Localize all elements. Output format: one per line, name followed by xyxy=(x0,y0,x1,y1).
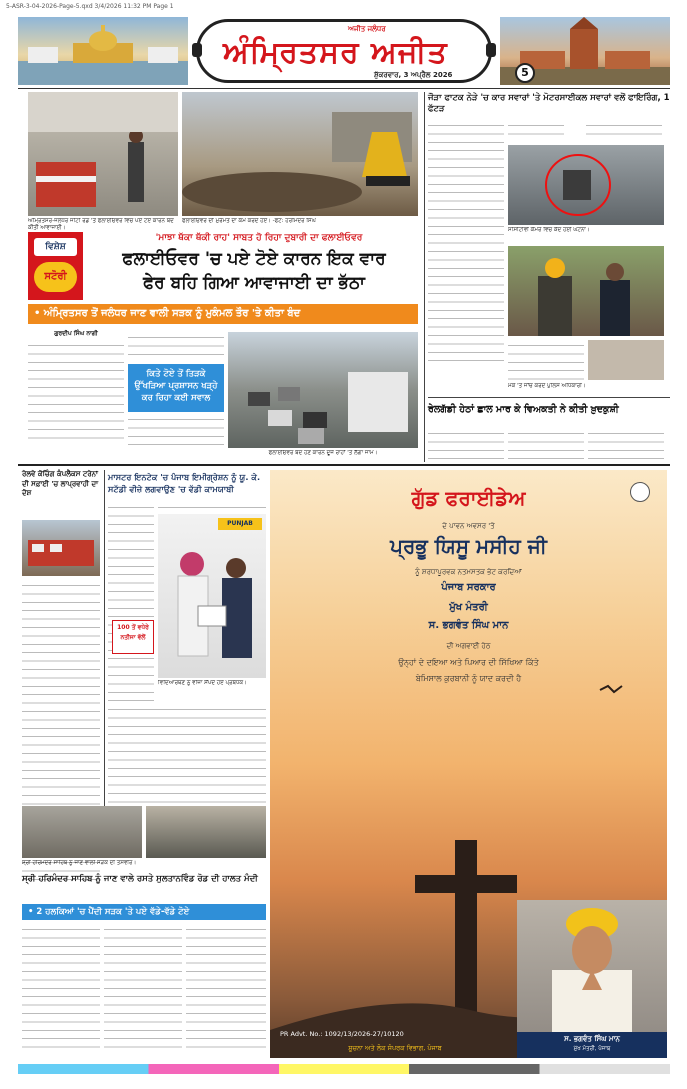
flyover-pullquote: ਕਿਤੇ ਟੋਏ ਤੋਂ ਤਿੜਕੇ ਉੱਖੜਿਆ ਪ੍ਰਸ਼ਾਸਨ ਖੜ੍ਹੇ ਕਰ ਰਿਹਾ ਕਈ ਸਵਾਲ xyxy=(128,364,224,412)
award-photo-caption: ਵਿਦਿਆਰਥਣ ਨੂੰ ਵੀਜ਼ਾ ਸੌਂਪਦੇ ਹੋਏ ਪ੍ਰਬੰਧਕ। xyxy=(158,680,247,686)
rail-headline: ਰੇਲਵੇ ਕੋਚਿੰਗ ਕੰਪਲੈਕਸ ਟਰੇਨਾਂ ਦੀ ਸਫ਼ਾਈ 'ਚ ਲਾਪ੍ਰਵਾਹੀ ਦਾ ਦੋਸ਼ xyxy=(22,470,99,497)
cm-photo-name: ਸ. ਭਗਵੰਤ ਸਿੰਘ ਮਾਨ xyxy=(564,1035,620,1043)
badge-bottom: ਸਟੋਰੀ xyxy=(34,262,77,292)
golden-temple-image xyxy=(18,17,188,85)
road-text-col-2 xyxy=(104,924,182,1054)
issue-date: ਸ਼ੁੱਕਰਵਾਰ, 3 ਅਪ੍ਰੈਲ 2026 xyxy=(374,71,453,79)
flyover-headline-1: ਫਲਾਈਓਵਰ 'ਚ ਪਏ ਟੋਏ ਕਾਰਨ ਇਕ ਵਾਰ xyxy=(122,249,386,269)
award-text-col-2 xyxy=(158,502,266,512)
ad-govt: ਪੰਜਾਬ ਸਰਕਾਰ xyxy=(441,582,496,593)
road-photo-2 xyxy=(146,806,266,858)
cctv-caption: ਸੀਸੀਟੀਵੀ ਕੈਮਰੇ ਵਿਚ ਕੈਦ ਹੋਈ ਘਟਨਾ। xyxy=(508,227,590,233)
flyover-text-col-2b xyxy=(128,414,224,446)
flyover-repair-photo xyxy=(182,92,418,216)
ad-cm-title: ਮੁੱਖ ਮੰਤਰੀ xyxy=(449,602,488,613)
ad-name: ਪ੍ਰਭੂ ਯਿਸੂ ਮਸੀਹ ਜੀ xyxy=(390,534,547,558)
flyover-kicker: 'ਮਾਝਾ ਥੱਕਾ ਥੱਕੀ ਰਾਹ' ਸਾਬਤ ਹੋ ਰਿਹਾ ਦੁਬਾਰੀ ਦਾ ਫਲਾਈਓਵਰ xyxy=(155,233,363,243)
inset-photo xyxy=(588,340,664,380)
traffic-caption: ਫਲਾਈਓਵਰ ਬੰਦ ਹੋਣ ਕਾਰਨ ਦੂਜੇ ਰਾਹਾਂ 'ਤੇ ਲੱਗਾ ਜਾਮ। xyxy=(268,450,378,456)
cm-nameplate xyxy=(517,1032,667,1058)
edition-label: ਅਜੀਤ ਜਲੰਧਰ xyxy=(348,25,386,33)
print-slug: 5-ASR-3-04-2026-Page-5.qxd 3/4/2026 11:32 PM Page 1 xyxy=(6,3,174,10)
police-caption: ਮੌਕੇ 'ਤੇ ਜਾਂਚ ਕਰਦੇ ਪੁਲਿਸ ਅਧਿਕਾਰੀ। xyxy=(508,383,586,389)
suicide-text-3 xyxy=(588,428,664,462)
masthead xyxy=(18,17,670,85)
flyover-headline-2: ਫੇਰ ਬਹਿ ਗਿਆ ਆਵਾਜਾਈ ਦਾ ਭੱਠਾ xyxy=(143,273,365,293)
traffic-jam-photo xyxy=(228,332,418,448)
award-text-bottom xyxy=(108,704,266,804)
road-text-col-1 xyxy=(22,924,100,1054)
flyover-photo-caption-left: ਅੰਮ੍ਰਿਤਸਰ-ਜਲੰਧਰ ਜੀਟੀ ਰੋਡ 'ਤੇ ਫਲਾਈਓਵਰ ਵਿਚ ਪਏ ਟੋਏ ਕਾਰਨ ਬੰਦ ਕੀਤੀ ਆਵਾਜਾਈ। xyxy=(28,218,174,231)
flyover-byline: ਗੁਰਦੀਪ ਸਿੰਘ ਨਾਗੀ xyxy=(54,330,98,337)
award-headline-1: ਮਾਸਟਰ ਇਨਟੇਕ 'ਚ ਪੰਜਾਬ ਇਮੀਗ੍ਰੇਸ਼ਨ ਨੂੰ ਯੂ. ਕੇ. xyxy=(108,472,261,482)
award-photo xyxy=(158,514,266,678)
award-brand: PUNJAB xyxy=(218,518,262,530)
award-text-col-1 xyxy=(108,502,154,702)
award-headline-2: ਸਟੱਡੀ ਵੀਜ਼ੇ ਲਗਵਾਉਣ 'ਚ ਵੱਡੀ ਕਾਮਯਾਬੀ xyxy=(108,484,234,494)
road-photo-1 xyxy=(22,806,142,858)
page-number: 5 xyxy=(515,63,535,83)
newspaper-title: ਅੰਮ੍ਰਿਤਸਰ ਅਜੀਤ xyxy=(223,35,448,70)
suicide-headline: ਰੇਲਗੱਡੀ ਹੇਠਾਂ ਛਾਲ ਮਾਰ ਕੇ ਵਿਅਕਤੀ ਨੇ ਕੀਤੀ ਖ਼ੁਦਕੁਸ਼ੀ xyxy=(428,404,619,415)
firing-headline: ਜੌੜਾ ਫਾਟਕ ਨੇੜੇ 'ਚ ਕਾਰ ਸਵਾਰਾਂ 'ਤੇ ਮੋਟਰਸਾਈਕਲ ਸਵਾਰਾਂ ਵਲੋਂ ਫਾਇਰਿੰਗ, 1 ਫੱਟੜ xyxy=(428,93,670,114)
police-photo xyxy=(508,246,664,336)
ad-title: ਗੁੱਡ ਫਰਾਈਡੇਅ xyxy=(411,486,526,510)
cctv-photo xyxy=(508,145,664,225)
firing-text-col-1 xyxy=(428,120,504,368)
ad-line3: ਦੀ ਅਗਵਾਈ ਹੇਠ xyxy=(446,642,491,650)
suicide-text-1 xyxy=(428,428,504,462)
golden-temple-icon xyxy=(18,17,188,85)
special-story-badge xyxy=(28,232,83,300)
road-headline: ਸ੍ਰੀ ਹਰਿਮੰਦਰ ਸਾਹਿਬ ਨੂੰ ਜਾਣ ਵਾਲੇ ਰਸਤੇ ਸੁਲਤਾਨਵਿੰਡ ਰੋਡ ਦੀ ਹਾਲਤ ਮੰਦੀ xyxy=(22,874,258,884)
police-inset-text xyxy=(508,340,584,380)
ad-line4: ਉਨ੍ਹਾਂ ਦੇ ਦਇਆ ਅਤੇ ਪਿਆਰ ਦੀ ਸਿੱਖਿਆ ਕਿੱਤੇ xyxy=(398,658,539,667)
masthead-right-tab xyxy=(486,43,496,57)
award-inset: 100 ਤੋਂ ਵਧੇਰੇ ਨਤੀਜਾ ਵੱਲੋਂ xyxy=(112,620,154,654)
firing-text-col-3 xyxy=(586,120,662,142)
good-friday-advertisement xyxy=(270,470,667,1058)
suicide-text-2 xyxy=(508,428,584,462)
train-photo xyxy=(22,520,100,576)
flyover-text-col-1 xyxy=(28,340,124,446)
flyover-barricade-photo xyxy=(28,92,178,216)
ad-footer: ਸੂਚਨਾ ਅਤੇ ਲੋਕ ਸੰਪਰਕ ਵਿਭਾਗ, ਪੰਜਾਬ xyxy=(348,1044,442,1052)
ad-cm-name: ਸ. ਭਗਵੰਤ ਸਿੰਘ ਮਾਨ xyxy=(428,620,509,631)
badge-top: ਵਿਸ਼ੇਸ਼ xyxy=(34,238,77,256)
print-color-bar xyxy=(18,1064,670,1074)
flyover-subhead: • ਅੰਮ੍ਰਿਤਸਰ ਤੋਂ ਜਲੰਧਰ ਜਾਣ ਵਾਲੀ ਸੜਕ ਨੂੰ ਮੁਕੰਮਲ ਤੌਰ 'ਤੇ ਕੀਤਾ ਬੰਦ xyxy=(28,304,418,324)
ad-line5: ਬੇਮਿਸਾਲ ਕੁਰਬਾਨੀ ਨੂੰ ਯਾਦ ਕਰਦੀ ਹੈ xyxy=(415,674,522,683)
flyover-text-col-2a xyxy=(128,332,224,362)
cm-photo-title: ਮੁੱਖ ਮੰਤਰੀ, ਪੰਜਾਬ xyxy=(573,1046,611,1052)
road-text-col-3 xyxy=(186,924,266,1054)
ad-line2: ਨੂੰ ਸ਼ਰਧਾਪੂਰਵਕ ਨਤਮਸਤਕ ਭੇਟ ਕਰਦਿਆਂ xyxy=(415,568,522,576)
ad-line1: ਦੇ ਪਾਵਨ ਅਵਸਰ 'ਤੇ xyxy=(442,522,495,530)
flyover-photo-caption-right: ਫਲਾਈਓਵਰ ਦੀ ਮੁਰੰਮਤ ਦਾ ਕੰਮ ਕਰਦੇ ਹੋਏ। -ਫੋਟੋ: ਹਰਮਿੰਦਰ ਸਿੰਘ xyxy=(182,218,316,224)
road-subhead: • 2 ਹਲਕਿਆਂ 'ਚ ਪੈਂਦੀ ਸੜਕ 'ਤੇ ਪਏ ਵੱਡੇ-ਵੱਡੇ ਟੋਏ xyxy=(22,904,266,920)
firing-text-col-2 xyxy=(508,120,564,142)
road-photo-caption: ਸ਼੍ਰੀ ਹਰਿਮੰਦਰ ਸਾਹਿਬ ਨੂੰ ਜਾਣ ਵਾਲੀ ਸੜਕ ਦੀ ਤਸਵੀਰ। xyxy=(22,860,137,866)
ad-pr-number: PR Advt. No.: 1092/13/2026-27/10120 xyxy=(280,1030,404,1038)
masthead-left-tab xyxy=(192,43,202,57)
